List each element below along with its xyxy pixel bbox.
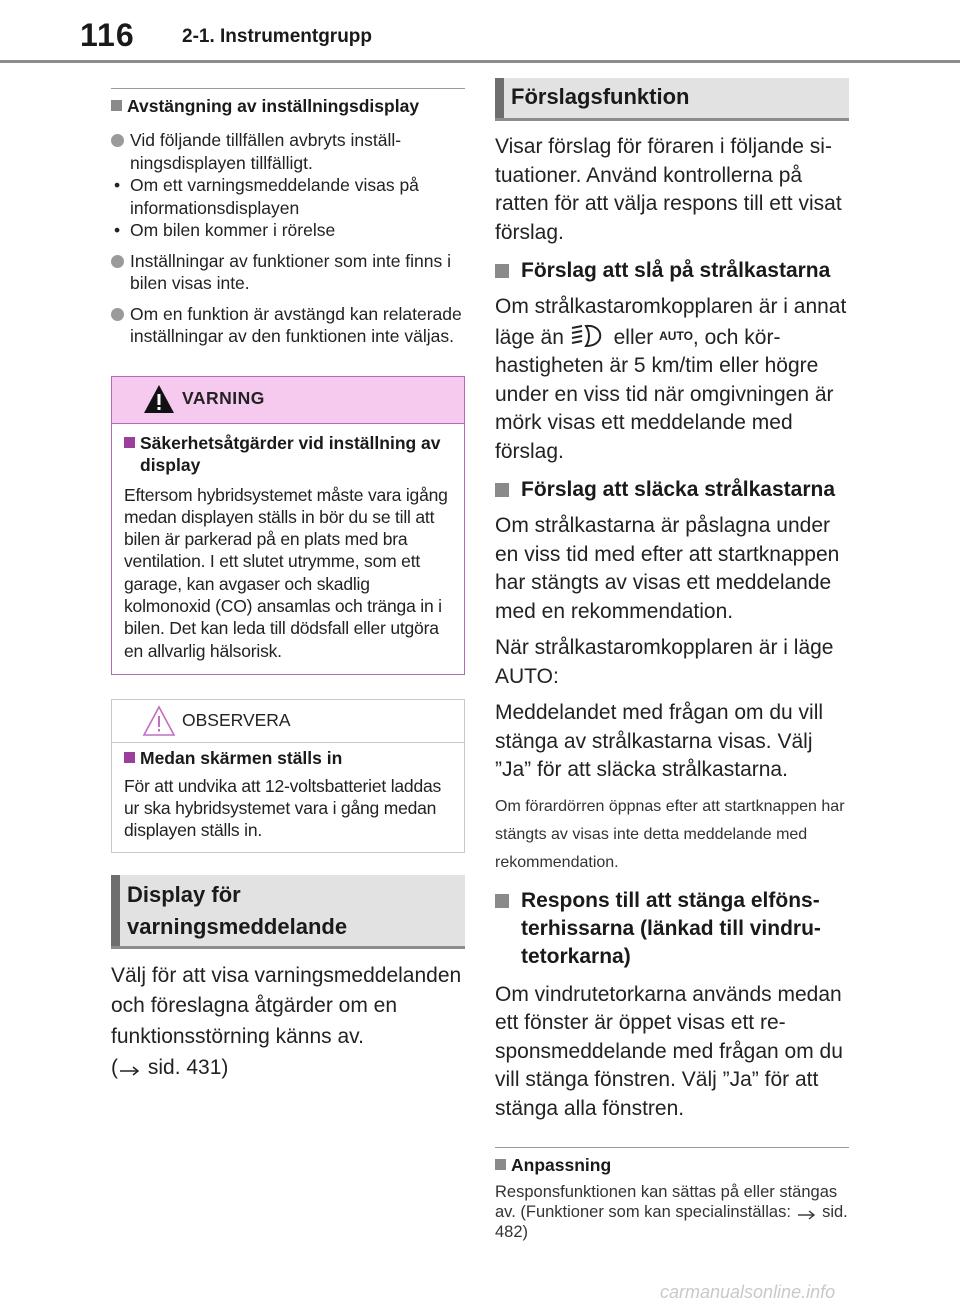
chapter-title: 2-1. Instrumentgrupp [182,26,373,47]
right-column [495,78,849,1242]
observe-text: För att undvika att 12-voltsbatteriet laddas ur ska hybridsystemet vara i gång medan displayen ställs in. [124,775,442,841]
subsection-heading: Förslag att slå på strålkastarna [495,257,849,285]
list-item: • Om ett varningsmeddelande visas på informationsdisplayen [111,174,465,219]
section-rule [495,118,849,121]
bullet-item: Inställningar av funktioner som inte finns i bilen visas inte. [111,250,465,295]
section-title: Display för varningsmeddelande [127,881,348,939]
bullet-item: Vid följande tillfällen avbryts inställningsdisplayen tillfälligt. [111,129,465,174]
warning-header [112,377,464,424]
section-title: Förslagsfunktion [511,84,690,109]
list-item: • Om bilen kommer i rörelse [111,219,465,242]
section-bar [111,875,120,949]
observe-subtitle: Medan skärmen ställs in [124,747,448,769]
section-heading-box [111,875,465,949]
body-paragraph: Om strålkastarna är påslagna under en viss tid med efter att startknappen har stängts av visas ett meddelande med en rekommendation. [495,514,840,623]
body-paragraph: Välj för att visa varningsmeddelanden och föreslagna åtgärder om en funktionsstörning känns av. [111,963,462,1048]
page-header [0,0,960,62]
caution-triangle-icon [142,705,176,737]
warning-triangle-icon [142,383,176,415]
page-reference[interactable]: sid. 482) [495,1203,848,1241]
observe-header [112,700,464,743]
page-number: 116 [80,17,135,53]
square-bullet-icon [124,437,135,448]
watermark: carmanualsonline.info [660,1282,836,1302]
small-paragraph: Om förardörren öppnas efter att startknappen har stängts av visas inte detta meddelande med rekommendation. [495,797,845,871]
subsection-heading: Respons till att stänga elfönsterhissarna (länkad till vindrutetorkarna) [495,887,849,971]
circle-bullet-icon [111,308,124,321]
square-bullet-icon [495,894,509,908]
auto-icon: AUTO [659,328,693,343]
square-bullet-icon [495,264,509,278]
warning-title: VARNING [182,387,265,408]
page-reference[interactable]: ( sid. 431) [111,1056,229,1080]
bullet-item: Om en funktion är avstängd kan relaterade inställningar av den funktionen inte väljas. [111,303,465,348]
headlight-icon [570,324,608,348]
sub-list [111,174,465,242]
observe-box [111,699,465,853]
arrow-right-icon [796,1209,818,1221]
circle-bullet-icon [111,134,124,147]
body-paragraph: Visar förslag för föraren i följande situationer. Använd kontrollerna på ratten för att välja respons till ett visat förslag. [495,135,842,244]
note-heading: Anpassning [495,1154,849,1176]
square-bullet-icon [124,752,135,763]
section-heading-box [495,78,849,121]
section-bar [495,78,504,121]
circle-bullet-icon [111,255,124,268]
body-paragraph: När strålkastaromkopplaren är i läge AUTO: [495,636,834,688]
section-rule [111,946,465,949]
arrow-right-icon [118,1064,142,1078]
warning-subtitle: Säkerhetsåtgärder vid inställning av display [124,432,448,476]
warning-text: Eftersom hybridsystemet måste vara igång medan displayen ställs in bör du se till att bilen är parkerad på en plats med bra ventilation. I ett slutet utrymme, som ett garage, kan avgaser och skadlig kolmonoxid (CO) ansamlas och tränga in i bilen. Det kan leda till dödsfall eller utgöra en allvarlig hälsorisk. [124,484,448,661]
body-paragraph: Meddelandet med frågan om du vill stänga av strålkastarna visas. Välj ”Ja” för att släcka strålkastarna. [495,701,824,781]
subsection-heading: Förslag att släcka strålkastarna [495,476,849,504]
body-paragraph: Om vindrutetorkarna används medan ett fönster är öppet visas ett responsmeddelande med frågan om du vill stänga fönstren. Välj ”Ja” för att stänga alla fönstren. [495,982,843,1120]
warning-box [111,376,465,675]
left-column [111,88,465,1083]
note-text: Responsfunktionen kan sättas på eller stängas av. (Funktioner som kan specialinställas: sid. 482) [495,1183,848,1241]
subsection-heading: Avstängning av inställningsdisplay [111,95,465,117]
observe-title: OBSERVERA [182,709,291,730]
square-bullet-icon [495,483,509,497]
header-divider [0,60,960,63]
square-bullet-icon [111,100,122,111]
body-paragraph: Om strålkastaromkopplaren är i annat läge än eller AUTO, och körhastigheten är 5 km/tim eller högre under en viss tid när omgivningen är mörk visas ett meddelande med förslag. [495,295,847,463]
square-bullet-icon [495,1159,506,1170]
